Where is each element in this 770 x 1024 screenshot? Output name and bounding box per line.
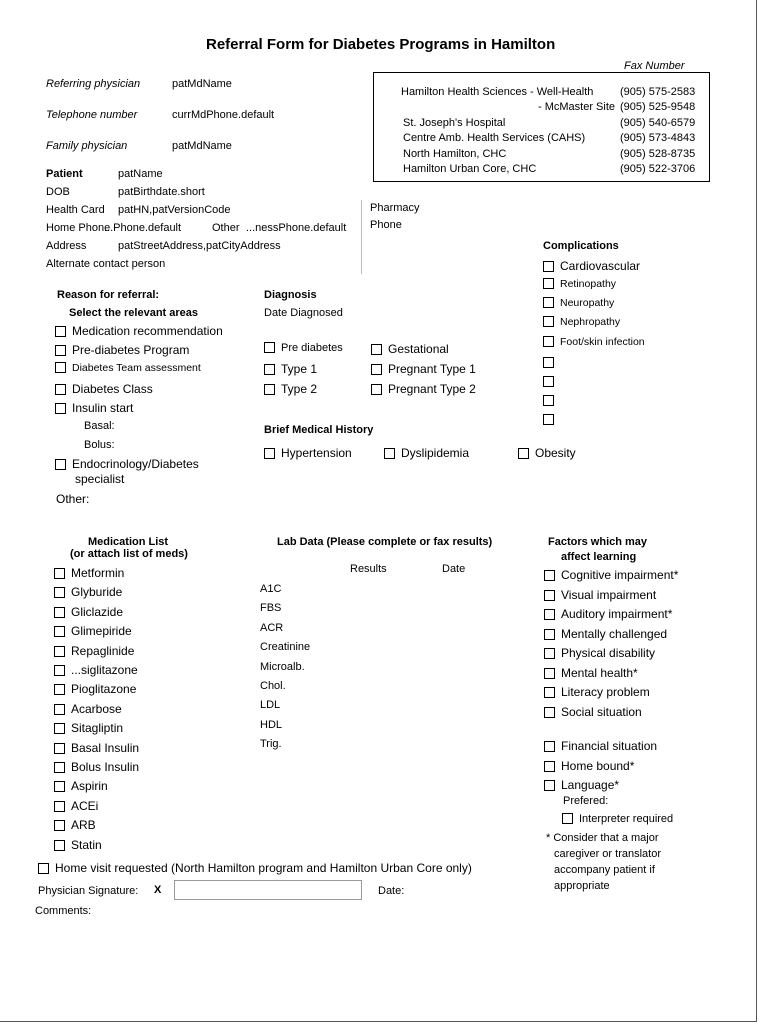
- dob-label: DOB: [46, 186, 70, 198]
- checkbox[interactable]: [544, 687, 555, 698]
- other-phone-value: ...nessPhone.default: [246, 222, 347, 234]
- checkbox[interactable]: [544, 741, 555, 752]
- checkbox[interactable]: [371, 384, 382, 395]
- checkbox[interactable]: [544, 668, 555, 679]
- factor-item[interactable]: Mentally challenged: [544, 627, 667, 641]
- checkbox[interactable]: [543, 261, 554, 272]
- lab-heading: Lab Data (Please complete or fax results): [277, 536, 493, 548]
- checkbox[interactable]: [54, 801, 65, 812]
- dob-value: patBirthdate.short: [118, 186, 205, 198]
- diagnosis-gestational[interactable]: Gestational: [371, 342, 449, 356]
- reason-heading: Reason for referral:: [57, 289, 160, 301]
- factor-item[interactable]: Language*: [544, 778, 619, 792]
- medication-item[interactable]: ACEi: [54, 799, 98, 813]
- fax-number-value: (905) 528-8735: [620, 148, 696, 160]
- checkbox[interactable]: [55, 384, 66, 395]
- checkbox[interactable]: [543, 395, 554, 406]
- medication-item[interactable]: Aspirin: [54, 779, 108, 793]
- checkbox[interactable]: [55, 326, 66, 337]
- fax-location-name: - McMaster Site: [537, 101, 615, 113]
- checkbox[interactable]: [543, 414, 554, 425]
- diagnosis-pregnant-type-2[interactable]: Pregnant Type 2: [371, 382, 476, 396]
- medication-heading-line2: (or attach list of meds): [70, 548, 188, 560]
- family-physician-label: Family physician: [46, 140, 128, 152]
- history-hypertension[interactable]: Hypertension: [264, 446, 352, 460]
- medication-heading-line1: Medication List: [88, 536, 169, 548]
- factor-item[interactable]: Mental health*: [544, 666, 638, 680]
- factors-note-1: * Consider that a major: [546, 832, 659, 844]
- diagnosis-pregnant-type-1[interactable]: Pregnant Type 1: [371, 362, 476, 376]
- referring-physician-value: patMdName: [172, 78, 232, 90]
- fax-number-value: (905) 575-2583: [620, 86, 696, 98]
- lab-item-label: Microalb.: [260, 660, 305, 673]
- checkbox[interactable]: [264, 364, 275, 375]
- checkbox[interactable]: [55, 459, 66, 470]
- basal-label: Basal:: [84, 420, 115, 432]
- checkbox[interactable]: [384, 448, 395, 459]
- home-phone-value: ...Phone.default: [104, 222, 182, 234]
- checkbox[interactable]: [544, 648, 555, 659]
- checkbox[interactable]: [54, 704, 65, 715]
- complication-neuropathy[interactable]: Neuropathy: [543, 297, 614, 309]
- lab-item-label: HDL: [260, 718, 283, 731]
- bolus-label: Bolus:: [84, 439, 115, 451]
- checkbox[interactable]: [38, 863, 49, 874]
- history-obesity[interactable]: Obesity: [518, 446, 576, 460]
- factor-item[interactable]: Cognitive impairment*: [544, 568, 678, 582]
- medication-item[interactable]: Acarbose: [54, 702, 122, 716]
- reason-diabetes-class[interactable]: Diabetes Class: [55, 382, 153, 396]
- reason-insulin-start[interactable]: Insulin start: [55, 401, 133, 415]
- factor-item[interactable]: Auditory impairment*: [544, 607, 672, 621]
- diagnosis-type-1[interactable]: Type 1: [264, 362, 317, 376]
- medication-item[interactable]: ...siglitazone: [54, 663, 138, 677]
- signature-date-label: Date:: [378, 885, 405, 897]
- referring-physician-label: Referring physician: [46, 78, 141, 90]
- reason-medication-recommendation[interactable]: Medication recommendation: [55, 324, 223, 338]
- factors-note-3: accompany patient if: [554, 864, 655, 876]
- checkbox[interactable]: [543, 336, 554, 347]
- fax-location-name: Centre Amb. Health Services (CAHS): [403, 132, 586, 144]
- telephone-label: Telephone number: [46, 109, 138, 121]
- checkbox[interactable]: [54, 568, 65, 579]
- complication-blank-1[interactable]: [543, 355, 560, 369]
- reason-team-assessment[interactable]: Diabetes Team assessment: [55, 362, 201, 374]
- reason-subheading: Select the relevant areas: [69, 307, 199, 319]
- checkbox[interactable]: [544, 761, 555, 772]
- reason-endocrinology[interactable]: Endocrinology/Diabetes: [55, 457, 199, 471]
- medication-item[interactable]: Sitagliptin: [54, 721, 123, 735]
- other-phone-label: Other: [212, 222, 240, 234]
- complication-blank-4[interactable]: [543, 412, 560, 426]
- home-phone-label: Home Phone: [46, 222, 111, 234]
- checkbox[interactable]: [371, 364, 382, 375]
- comments-label: Comments:: [35, 905, 92, 917]
- complication-blank-2[interactable]: [543, 374, 560, 388]
- checkbox[interactable]: [543, 376, 554, 387]
- health-card-label: Health Card: [46, 204, 105, 216]
- complication-foot-skin[interactable]: Foot/skin infection: [543, 336, 645, 348]
- patient-divider: [361, 200, 362, 274]
- date-diagnosed-label: Date Diagnosed: [264, 307, 343, 319]
- medication-item[interactable]: ARB: [54, 818, 96, 832]
- form-title: Referral Form for Diabetes Programs in Hamilton: [206, 36, 556, 53]
- checkbox[interactable]: [543, 297, 554, 308]
- factor-item[interactable]: Visual impairment: [544, 588, 656, 602]
- fax-number-value: (905) 525-9548: [620, 101, 696, 113]
- checkbox[interactable]: [55, 403, 66, 414]
- checkbox[interactable]: [54, 723, 65, 734]
- address-value: patStreetAddress,patCityAddress: [118, 240, 281, 252]
- checkbox[interactable]: [54, 743, 65, 754]
- preferred-label: Prefered:: [563, 795, 609, 807]
- medication-item[interactable]: Pioglitazone: [54, 682, 136, 696]
- complication-blank-3[interactable]: [543, 393, 560, 407]
- factor-item[interactable]: Financial situation: [544, 739, 657, 753]
- patient-value: patName: [118, 168, 163, 180]
- checkbox[interactable]: [54, 840, 65, 851]
- checkbox[interactable]: [544, 780, 555, 791]
- lab-item-label: ACR: [260, 621, 284, 634]
- health-card-value: patHN,patVersionCode: [118, 204, 231, 216]
- factor-item[interactable]: Literacy problem: [544, 685, 650, 699]
- lab-results-header: Results: [350, 563, 387, 575]
- lab-date-header: Date: [442, 563, 466, 575]
- lab-item-label: A1C: [260, 583, 282, 595]
- medication-item[interactable]: Basal Insulin: [54, 741, 139, 755]
- checkbox[interactable]: [518, 448, 529, 459]
- address-label: Address: [46, 240, 87, 252]
- checkbox[interactable]: [54, 646, 65, 657]
- medication-item[interactable]: Repaglinide: [54, 644, 134, 658]
- factors-heading-line2: affect learning: [561, 551, 637, 563]
- checkbox[interactable]: [264, 384, 275, 395]
- factors-note-4: appropriate: [554, 880, 610, 892]
- fax-number-value: (905) 573-4843: [620, 132, 696, 144]
- checkbox[interactable]: [54, 820, 65, 831]
- history-dyslipidemia[interactable]: Dyslipidemia: [384, 446, 469, 460]
- diagnosis-heading: Diagnosis: [264, 289, 317, 301]
- checkbox[interactable]: [54, 762, 65, 773]
- checkbox[interactable]: [54, 665, 65, 676]
- medication-item[interactable]: Bolus Insulin: [54, 760, 139, 774]
- telephone-value: currMdPhone.default: [172, 109, 275, 121]
- pharmacy-label: Pharmacy: [370, 202, 420, 214]
- complication-cardiovascular[interactable]: Cardiovascular: [543, 259, 640, 273]
- family-physician-value: patMdName: [172, 140, 232, 152]
- signature-x-mark: X: [154, 884, 162, 896]
- checkbox[interactable]: [562, 813, 573, 824]
- checkbox[interactable]: [544, 609, 555, 620]
- medication-item[interactable]: Glyburide: [54, 585, 122, 599]
- fax-number-value: (905) 540-6579: [620, 117, 696, 129]
- lab-item-label: FBS: [260, 602, 282, 615]
- fax-number-header: Fax Number: [624, 60, 685, 72]
- lab-item-label: Chol.: [260, 680, 286, 692]
- checkbox[interactable]: [544, 590, 555, 601]
- medication-item[interactable]: Statin: [54, 838, 102, 852]
- complications-heading: Complications: [543, 240, 619, 252]
- checkbox[interactable]: [54, 607, 65, 618]
- fax-location-name: Hamilton Health Sciences - Well-Health: [401, 86, 594, 98]
- complication-nephropathy[interactable]: Nephropathy: [543, 316, 620, 328]
- pharmacy-phone-label: Phone: [370, 219, 402, 231]
- diagnosis-type-2[interactable]: Type 2: [264, 382, 317, 396]
- checkbox[interactable]: [543, 316, 554, 327]
- fax-location-name: Hamilton Urban Core, CHC: [403, 163, 537, 175]
- signature-field[interactable]: [174, 880, 362, 900]
- physician-signature-label: Physician Signature:: [38, 885, 139, 897]
- alternate-contact-label: Alternate contact person: [46, 258, 166, 270]
- checkbox[interactable]: [544, 570, 555, 581]
- checkbox[interactable]: [54, 587, 65, 598]
- medication-item[interactable]: Gliclazide: [54, 605, 123, 619]
- factors-heading-line1: Factors which may: [548, 536, 648, 548]
- checkbox[interactable]: [544, 707, 555, 718]
- lab-item-label: LDL: [260, 699, 281, 712]
- fax-location-name: St. Joseph's Hospital: [403, 117, 506, 129]
- checkbox[interactable]: [264, 448, 275, 459]
- interpreter-required[interactable]: Interpreter required: [562, 813, 673, 825]
- factors-note-2: caregiver or translator: [554, 848, 661, 860]
- medication-item[interactable]: Metformin: [54, 566, 124, 580]
- reason-other-label: Other:: [56, 492, 90, 506]
- medication-item[interactable]: Glimepiride: [54, 624, 132, 638]
- checkbox[interactable]: [54, 781, 65, 792]
- reason-endocrinology-line2: specialist: [75, 472, 125, 486]
- patient-label: Patient: [46, 168, 83, 180]
- checkbox[interactable]: [54, 684, 65, 695]
- lab-item-label: Creatinine: [260, 641, 311, 654]
- checkbox[interactable]: [55, 362, 66, 373]
- fax-number-value: (905) 522-3706: [620, 163, 696, 175]
- lab-item-label: Trig.: [260, 738, 282, 751]
- checkbox[interactable]: [55, 345, 66, 356]
- checkbox[interactable]: [54, 626, 65, 637]
- factor-item[interactable]: Physical disability: [544, 646, 655, 660]
- factor-item[interactable]: Home bound*: [544, 759, 634, 773]
- complication-retinopathy[interactable]: Retinopathy: [543, 278, 616, 290]
- home-visit-checkbox[interactable]: Home visit requested (North Hamilton program and Hamilton Urban Core only): [38, 861, 472, 875]
- factor-item[interactable]: Social situation: [544, 705, 642, 719]
- checkbox[interactable]: [544, 629, 555, 640]
- checkbox[interactable]: [543, 278, 554, 289]
- fax-location-name: North Hamilton, CHC: [403, 148, 507, 160]
- history-heading: Brief Medical History: [264, 424, 374, 436]
- checkbox[interactable]: [264, 342, 275, 353]
- checkbox[interactable]: [543, 357, 554, 368]
- checkbox[interactable]: [371, 344, 382, 355]
- reason-pre-diabetes[interactable]: Pre-diabetes Program: [55, 343, 189, 357]
- diagnosis-pre-diabetes[interactable]: Pre diabetes: [264, 342, 343, 354]
